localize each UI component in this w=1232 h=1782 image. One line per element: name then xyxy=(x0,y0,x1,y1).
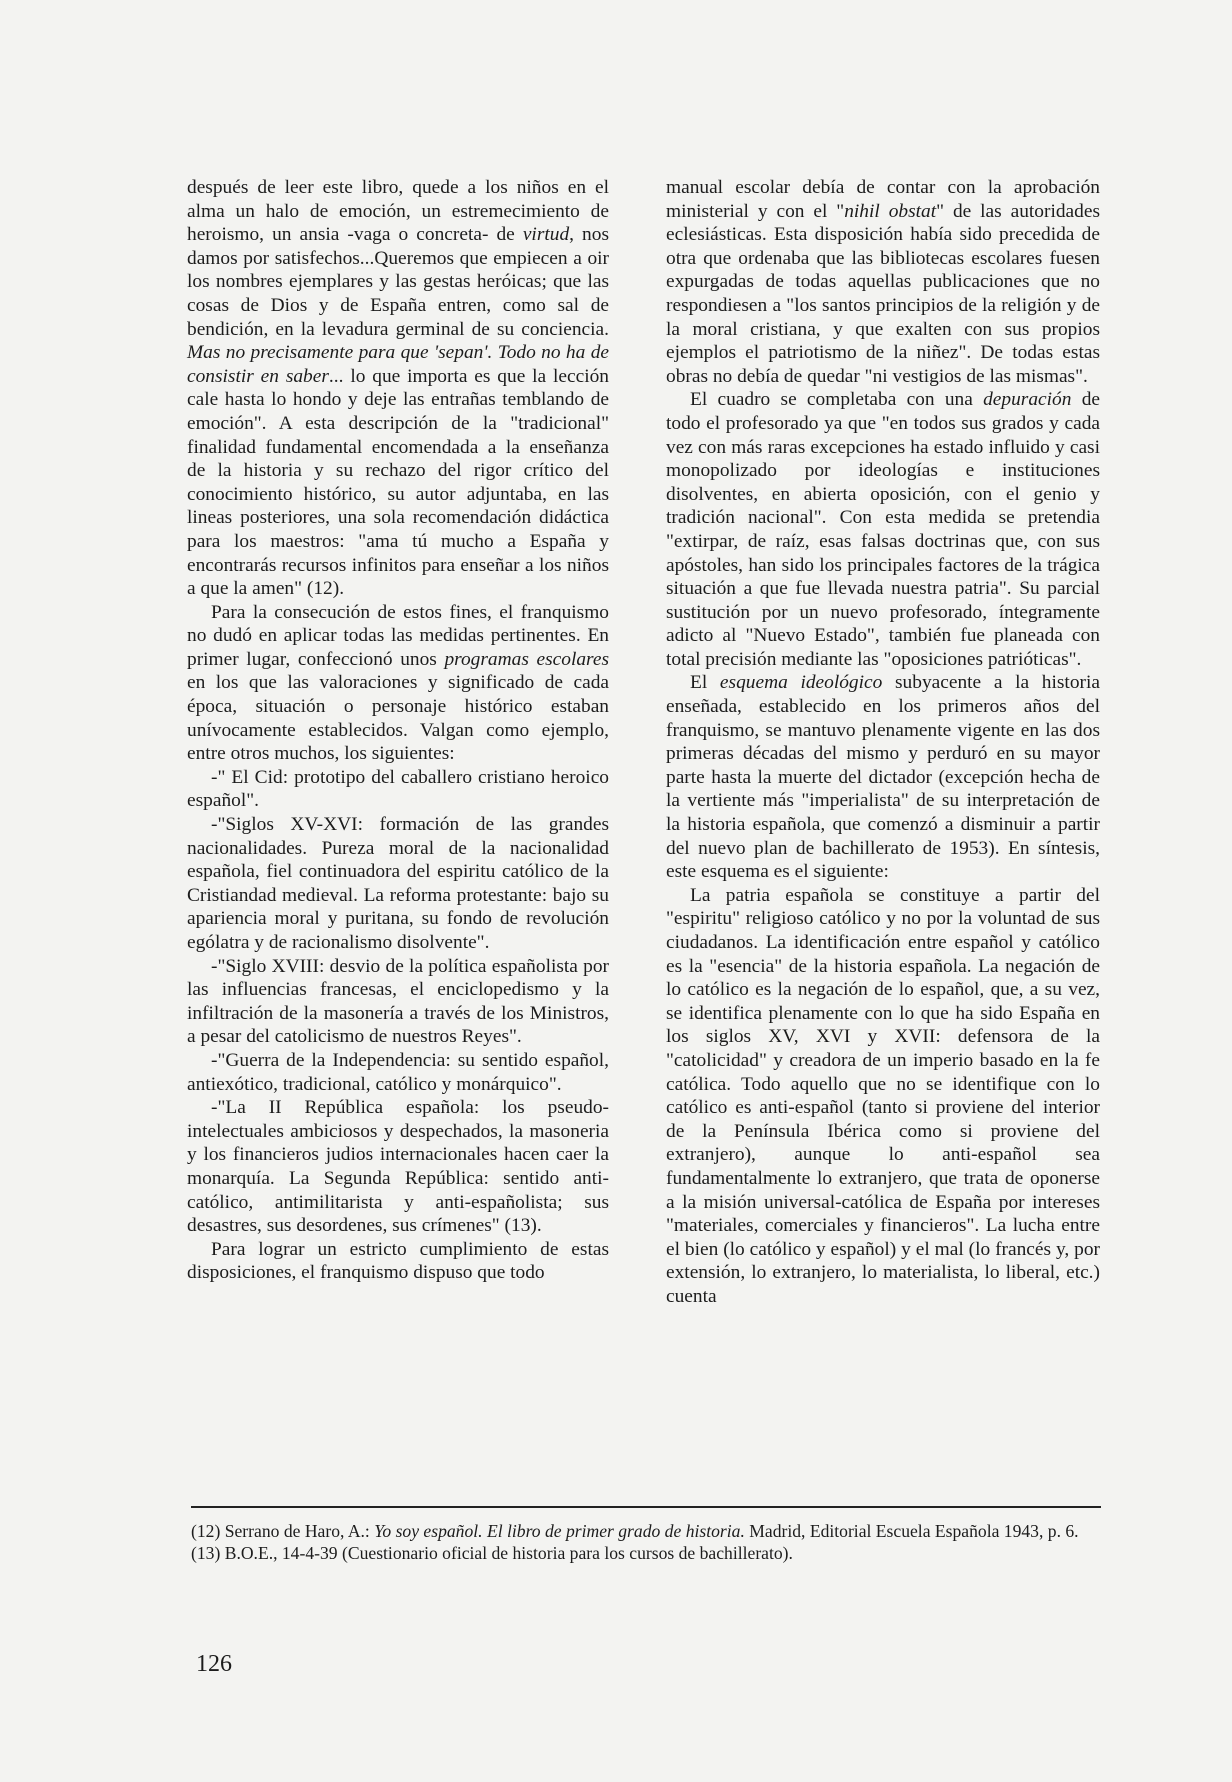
text-run: , nos damos por satisfechos...Queremos que empiecen a oir los nombres ejemplares y las gestas heróicas; que las cosas de Dios y de España entren, como sal de bendición, en la levadura germinal de su conciencia. xyxy=(187,224,609,340)
footnote-divider xyxy=(191,1506,1101,1508)
text-run: -"La II República española: los pseudo-intelectuales ambiciosos y despechados, la masoneria y los financieros judios internacionales hacen caer la monarquía. La Segunda República: sentido anti-católico, antimilitarista y anti-españolista; sus desastres, sus desordenes, sus crímenes" (13). xyxy=(187,1097,609,1237)
paragraph xyxy=(187,1238,609,1285)
footnote xyxy=(191,1520,1101,1542)
italic-text: Mas no precisamente para que 'sepan'. Todo no ha de consistir en saber xyxy=(187,342,609,387)
paragraph xyxy=(187,813,609,955)
paragraph xyxy=(187,176,609,601)
text-run: ... lo que importa es que la lección cale hasta lo hondo y deje las entrañas temblando de emoción". A esta descripción de la "tradicional" finalidad fundamental encomendada a la enseñanza de la historia y su rechazo del rigor crítico del conocimiento histórico, su autor adjuntaba, en las lineas posteriores, una sola recomendación didáctica para los maestros: "ama tú mucho a España y encontrarás recursos infinitos para enseñar a los niños a que la amen" (12). xyxy=(187,365,610,600)
text-run: -" El Cid: prototipo del caballero cristiano heroico español". xyxy=(187,766,609,812)
text-run: en los que las valoraciones y significado de cada época, situación o personaje histórico estaban unívocamente establecidos. Valgan como ejemplo, entre otros muchos, los siguientes: xyxy=(187,672,609,765)
text-run: de todo el profesorado ya que "en todos sus grados y cada vez con más raras excepciones ha estado influido y casi monopolizado por ideologías e instituciones disolventes, en abierta oposición, con el genio y tradición nacional". Con esta medida se pretendia "extirpar, de raíz, esas falsas doctrinas que, con sus apóstoles, han sido los principales factores de la trágica situación a que fue llevada nuestra patria". Su parcial sustitución por un nuevo profesorado, íntegramente adicto al "Nuevo Estado", también fue planeada con total precisión mediante las "oposiciones patrióticas". xyxy=(666,389,1101,670)
footnote xyxy=(191,1542,1101,1564)
text-run: El xyxy=(690,672,720,694)
text-run: subyacente a la historia enseñada, establecido en los primeros años del franquismo, se mantuvo plenamente vigente en las dos primeras décadas del mismo y perduró en su mayor parte hasta la muerte del dictador (excepción hecha de la vertiente más "imperialista" de su interpretación de la historia española, que comenzó a disminuir a partir del nuevo plan de bachillerato de 1953). En síntesis, este esquema es el siguiente: xyxy=(666,672,1100,883)
paragraph xyxy=(187,1049,609,1096)
paragraph xyxy=(666,388,1100,671)
text-run: -"Siglo XVIII: desvio de la política españolista por las influencias francesas, el enciclopedismo y la infiltración de la masonería a través de los Ministros, a pesar del catolicismo de nuestros Reyes". xyxy=(187,955,609,1048)
paragraph xyxy=(666,884,1100,1309)
text-run: después de leer este libro, quede a los niños en el alma un halo de emoción, un estremecimiento de heroismo, un ansia -vaga o concreta- de xyxy=(187,177,609,246)
page-number: 126 xyxy=(196,1651,232,1677)
italic-text: virtud xyxy=(522,224,570,246)
text-run: Para lograr un estricto cumplimiento de estas disposiciones, el franquismo dispuso que todo xyxy=(187,1238,609,1284)
paragraph xyxy=(666,176,1100,388)
paragraph xyxy=(187,766,609,813)
italic-text: esquema ideológico xyxy=(719,672,883,694)
left-text-column xyxy=(187,176,609,1285)
text-run: manual escolar debía de contar con la aprobación ministerial y con el " xyxy=(666,177,1100,222)
paragraph xyxy=(187,601,609,766)
italic-text: Yo soy español. El libro de primer grado de historia. xyxy=(374,1521,745,1541)
italic-text: nihil obstat xyxy=(844,200,937,222)
text-run: Madrid, Editorial Escuela Española 1943, p. 6. xyxy=(744,1521,1079,1541)
right-text-column xyxy=(666,176,1100,1309)
paragraph xyxy=(666,671,1100,883)
italic-text: programas escolares xyxy=(444,648,610,670)
text-run: (13) B.O.E., 14-4-39 (Cuestionario oficial de historia para los cursos de bachillerato). xyxy=(191,1543,793,1563)
paragraph xyxy=(187,1096,609,1238)
footnotes xyxy=(191,1520,1101,1564)
text-run: " de las autoridades eclesiásticas. Esta disposición había sido precedida de otra que ordenaba que las bibliotecas escolares fuesen expurgadas de todas aquellas publicaciones que no respondiesen a "los santos principios de la religión y de la moral cristiana, y que exalten con sus propios ejemplos el patriotismo de la niñez". De todas estas obras no debía de quedar "ni vestigios de las mismas". xyxy=(666,200,1100,387)
text-run: -"Guerra de la Independencia: su sentido español, antiexótico, tradicional, católico y monárquico". xyxy=(187,1049,609,1095)
text-run: (12) Serrano de Haro, A.: xyxy=(191,1521,375,1541)
text-run: Para la consecución de estos fines, el franquismo no dudó en aplicar todas las medidas pertinentes. En primer lugar, confeccionó unos xyxy=(187,601,609,670)
text-run: -"Siglos XV-XVI: formación de las grandes nacionalidades. Pureza moral de la nacionalidad española, fiel continuadora del espiritu católico de la Cristiandad medieval. La reforma protestante: bajo su apariencia moral y puritana, su fondo de revolución ególatra y de racionalismo disolvente". xyxy=(187,814,609,953)
text-run: El cuadro se completaba con una xyxy=(690,389,984,411)
paragraph xyxy=(187,955,609,1049)
text-run: La patria española se constituye a partir del "espiritu" religioso católico y no por la voluntad de sus ciudadanos. La identificación entre español y católico es la "esencia" de la historia española. La negación de lo católico es la negación de lo español, que, a su vez, se identifica plenamente con lo que ha sido España en los siglos XV, XVI y XVII: defensora de la "catolicidad" y creadora de un imperio basado en la fe católica. Todo aquello que no se identifique con lo católico es anti-español (tanto si proviene del interior de la Península Ibérica como si proviene del extranjero), aunque lo anti-español sea fundamentalmente lo extranjero, que trata de oponerse a la misión universal-católica de España por intereses "materiales, comerciales y financieros". La lucha entre el bien (lo católico y español) y el mal (lo francés y, por extensión, lo extranjero, lo materialista, lo liberal, etc.) cuenta xyxy=(666,884,1100,1307)
italic-text: depuración xyxy=(983,389,1072,411)
